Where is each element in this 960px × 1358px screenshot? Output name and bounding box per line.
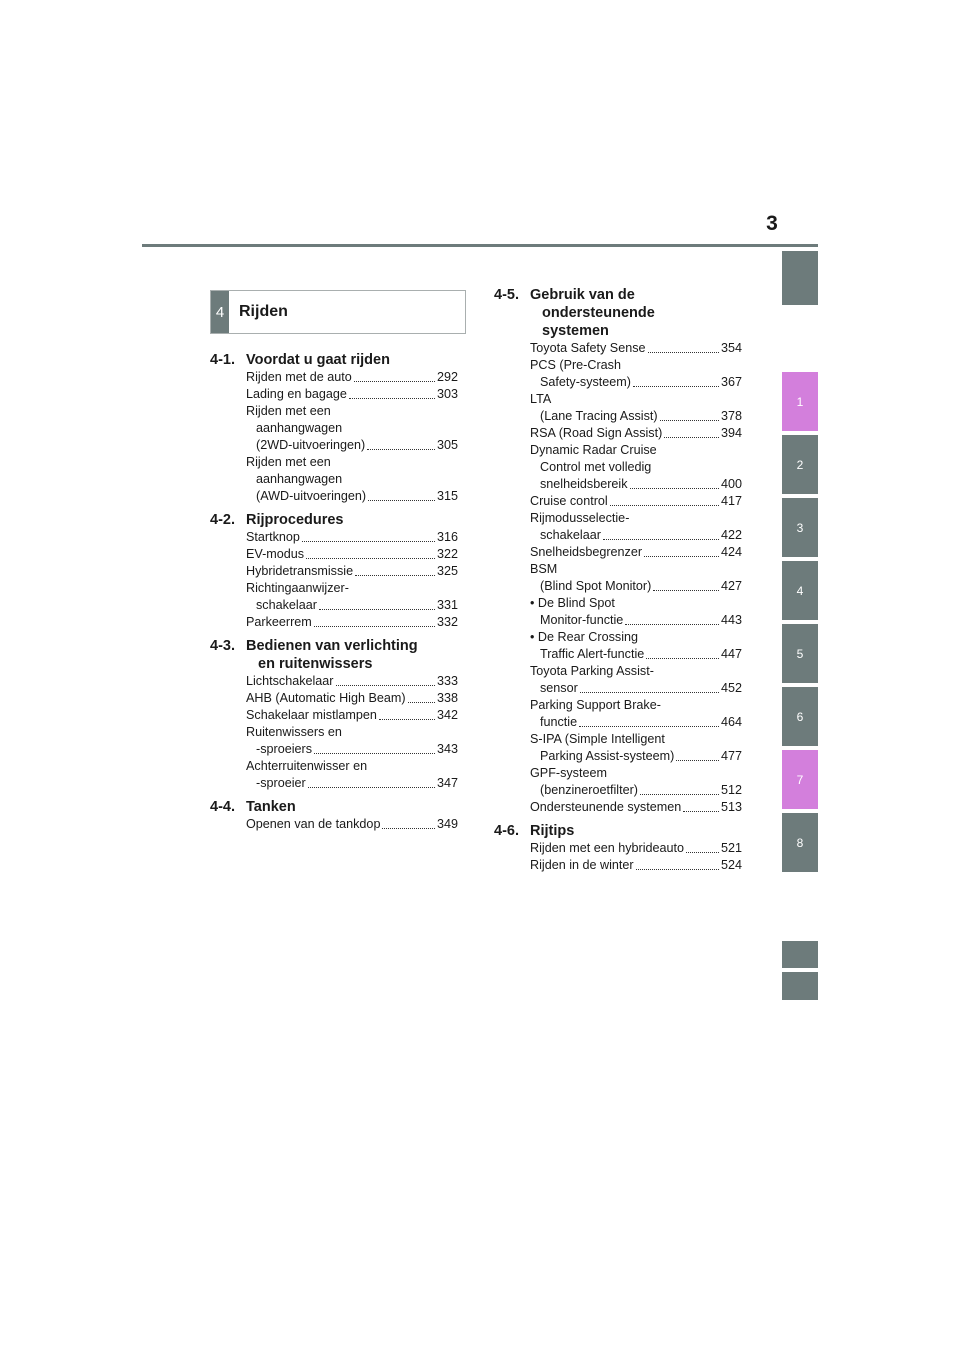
section-title: Rijden: [239, 303, 288, 320]
toc-entry[interactable]: [530, 629, 742, 663]
group-title: Voordat u gaat rijden: [246, 352, 390, 368]
group-title: Bedienen van verlichting: [246, 638, 418, 654]
group-heading[interactable]: [210, 511, 458, 529]
group-number: 4-5.: [494, 287, 519, 303]
entry-title: Lichtschakelaar: [246, 674, 334, 688]
entry-title: (benzineroetfilter): [540, 783, 638, 797]
entry-line: aanhangwagen: [256, 472, 343, 486]
leader-dots: [379, 719, 435, 720]
entry-page: 332: [436, 615, 458, 629]
leader-dots: [676, 760, 719, 761]
entry-line: Richtingaanwijzer-: [246, 581, 349, 595]
entry-page: 452: [720, 681, 742, 695]
leader-dots: [306, 558, 435, 559]
toc-entry[interactable]: [530, 340, 742, 357]
toc-entry[interactable]: [530, 510, 742, 544]
group-heading[interactable]: [494, 286, 742, 340]
toc-entry[interactable]: [246, 614, 458, 631]
leader-dots: [319, 609, 435, 610]
entry-title: Rijden met een hybrideauto: [530, 841, 685, 855]
entry-page: 305: [436, 438, 458, 452]
group-title: Tanken: [246, 799, 296, 815]
group-number: 4-2.: [210, 512, 235, 528]
entry-page: 378: [720, 409, 742, 423]
entry-title: AHB (Automatic High Beam): [246, 691, 406, 705]
side-tab-5[interactable]: 5: [782, 624, 818, 683]
leader-dots: [630, 488, 719, 489]
toc-entry[interactable]: [530, 595, 742, 629]
entry-page: 331: [436, 598, 458, 612]
entry-line: BSM: [530, 562, 558, 576]
leader-dots: [368, 500, 435, 501]
entry-title: Parking Assist-systeem): [540, 749, 675, 763]
toc-group-4-2: [210, 511, 458, 631]
toc-entry[interactable]: [530, 663, 742, 697]
leader-dots: [633, 386, 719, 387]
entry-page: 417: [720, 494, 742, 508]
entry-page: 524: [720, 858, 742, 872]
group-title: systemen: [542, 323, 609, 339]
entry-line: • De Blind Spot: [530, 596, 615, 610]
leader-dots: [625, 624, 719, 625]
toc-entry[interactable]: [530, 799, 742, 816]
toc-entry[interactable]: [530, 357, 742, 391]
entry-page: 325: [436, 564, 458, 578]
entry-title: Lading en bagage: [246, 387, 347, 401]
group-heading[interactable]: [210, 351, 458, 369]
toc-entry[interactable]: [246, 724, 458, 758]
entry-page: 443: [720, 613, 742, 627]
entry-page: 521: [720, 841, 742, 855]
entry-title: sensor: [540, 681, 578, 695]
side-tab-8[interactable]: 8: [782, 813, 818, 872]
toc-entry[interactable]: [246, 529, 458, 546]
entry-page: 394: [720, 426, 742, 440]
toc-group-4-4: [210, 798, 458, 833]
entry-line: LTA: [530, 392, 552, 406]
toc-entry[interactable]: [246, 546, 458, 563]
entry-line: aanhangwagen: [256, 421, 343, 435]
entry-page: 322: [436, 547, 458, 561]
entry-title: EV-modus: [246, 547, 305, 561]
leader-dots: [314, 626, 435, 627]
entry-line: PCS (Pre-Crash: [530, 358, 621, 372]
group-heading[interactable]: [210, 798, 458, 816]
entry-page: 315: [436, 489, 458, 503]
entry-title: Cruise control: [530, 494, 608, 508]
entry-line: GPF-systeem: [530, 766, 607, 780]
toc-entry[interactable]: [530, 697, 742, 731]
entry-title: schakelaar: [256, 598, 317, 612]
entry-title: functie: [540, 715, 578, 729]
side-tab-6[interactable]: 6: [782, 687, 818, 746]
entry-page: 477: [720, 749, 742, 763]
toc-entry[interactable]: [246, 386, 458, 403]
entry-page: 422: [720, 528, 742, 542]
leader-dots: [367, 449, 435, 450]
toc-entry[interactable]: [530, 765, 742, 799]
toc-entry[interactable]: [530, 425, 742, 442]
entry-page: 512: [720, 783, 742, 797]
section-number: 4: [211, 291, 229, 333]
leader-dots: [349, 398, 435, 399]
section-header: [210, 290, 466, 334]
group-number: 4-1.: [210, 352, 235, 368]
entry-line: Rijden met een: [246, 455, 331, 469]
side-tab-7[interactable]: 7: [782, 750, 818, 809]
entry-page: 338: [436, 691, 458, 705]
leader-dots: [664, 437, 719, 438]
entry-title: Hybridetransmissie: [246, 564, 354, 578]
entry-title: Schakelaar mistlampen: [246, 708, 377, 722]
toc-column-left: [210, 351, 458, 839]
toc-entry[interactable]: [246, 454, 458, 505]
entry-title: snelheidsbereik: [540, 477, 628, 491]
entry-line: Toyota Parking Assist-: [530, 664, 654, 678]
side-tab-4[interactable]: 4: [782, 561, 818, 620]
entry-page: 292: [436, 370, 458, 384]
toc-entry[interactable]: [246, 758, 458, 792]
entry-page: 342: [436, 708, 458, 722]
toc-entry[interactable]: [246, 403, 458, 454]
entry-title: (2WD-uitvoeringen): [256, 438, 366, 452]
header-rule: [142, 244, 818, 247]
leader-dots: [610, 505, 719, 506]
leader-dots: [408, 702, 435, 703]
toc-entry[interactable]: [530, 544, 742, 561]
leader-dots: [354, 381, 435, 382]
toc-entry[interactable]: [530, 493, 742, 510]
entry-line: Ruitenwissers en: [246, 725, 342, 739]
leader-dots: [653, 590, 719, 591]
entry-title: Rijden in de winter: [530, 858, 634, 872]
entry-line: Rijden met een: [246, 404, 331, 418]
leader-dots: [579, 726, 719, 727]
entry-title: -sproeiers: [256, 742, 312, 756]
group-title: en ruitenwissers: [258, 656, 373, 672]
side-tab-blank-end[interactable]: [782, 972, 818, 1000]
entry-page: 316: [436, 530, 458, 544]
toc-entry[interactable]: [246, 580, 458, 614]
entry-title: Traffic Alert-functie: [540, 647, 645, 661]
toc-entry[interactable]: [246, 563, 458, 580]
entry-line: Dynamic Radar Cruise: [530, 443, 657, 457]
side-tab-3[interactable]: 3: [782, 498, 818, 557]
entry-line: S-IPA (Simple Intelligent: [530, 732, 665, 746]
leader-dots: [302, 541, 435, 542]
entry-title: Rijden met de auto: [246, 370, 352, 384]
toc-entry[interactable]: [530, 561, 742, 595]
entry-page: 424: [720, 545, 742, 559]
toc-group-4-3: [210, 637, 458, 792]
toc-entry[interactable]: [530, 731, 742, 765]
entry-title: Parkeerrem: [246, 615, 312, 629]
side-tab-blank-index[interactable]: [782, 941, 818, 968]
leader-dots: [308, 787, 435, 788]
toc-entry[interactable]: [530, 442, 742, 493]
entry-page: 343: [436, 742, 458, 756]
toc-entry[interactable]: [246, 369, 458, 386]
entry-title: Safety-systeem): [540, 375, 631, 389]
leader-dots: [646, 658, 719, 659]
entry-page: 367: [720, 375, 742, 389]
leader-dots: [648, 352, 719, 353]
toc-group-4-5: [494, 286, 742, 816]
entry-title: RSA (Road Sign Assist): [530, 426, 663, 440]
entry-page: 333: [436, 674, 458, 688]
toc-entry[interactable]: [530, 391, 742, 425]
entry-title: (AWD-uitvoeringen): [256, 489, 367, 503]
leader-dots: [314, 753, 435, 754]
leader-dots: [640, 794, 719, 795]
entry-page: 354: [720, 341, 742, 355]
entry-line: Achterruitenwisser en: [246, 759, 368, 773]
toc-entry[interactable]: [530, 840, 742, 857]
entry-line: Rijmodusselectie-: [530, 511, 630, 525]
leader-dots: [603, 539, 719, 540]
entry-page: 349: [436, 817, 458, 831]
side-tab-1[interactable]: 1: [782, 372, 818, 431]
entry-page: 464: [720, 715, 742, 729]
group-heading[interactable]: [494, 822, 742, 840]
leader-dots: [660, 420, 719, 421]
group-heading[interactable]: [210, 637, 458, 673]
entry-line: • De Rear Crossing: [530, 630, 638, 644]
side-tab-blank-top[interactable]: [782, 251, 818, 305]
toc-entry[interactable]: [246, 707, 458, 724]
leader-dots: [355, 575, 435, 576]
leader-dots: [636, 869, 719, 870]
entry-title: Snelheidsbegrenzer: [530, 545, 643, 559]
toc-column-right: [494, 286, 742, 880]
entry-line: Control met volledig: [540, 460, 652, 474]
group-title: ondersteunende: [542, 305, 655, 321]
leader-dots: [336, 685, 435, 686]
group-number: 4-3.: [210, 638, 235, 654]
toc-entry[interactable]: [246, 673, 458, 690]
page-number: 3: [766, 212, 778, 235]
side-tab-2[interactable]: 2: [782, 435, 818, 494]
group-number: 4-6.: [494, 823, 519, 839]
leader-dots: [686, 852, 719, 853]
entry-title: schakelaar: [540, 528, 601, 542]
leader-dots: [580, 692, 719, 693]
toc-entry[interactable]: [246, 690, 458, 707]
group-title: Gebruik van de: [530, 287, 635, 303]
entry-title: Ondersteunende systemen: [530, 800, 682, 814]
leader-dots: [683, 811, 719, 812]
entry-title: Startknop: [246, 530, 300, 544]
toc-group-4-1: [210, 351, 458, 505]
entry-page: 427: [720, 579, 742, 593]
entry-title: (Lane Tracing Assist): [540, 409, 658, 423]
entry-page: 400: [720, 477, 742, 491]
entry-title: -sproeier: [256, 776, 306, 790]
entry-page: 347: [436, 776, 458, 790]
toc-entry[interactable]: [246, 816, 458, 833]
group-title: Rijprocedures: [246, 512, 344, 528]
group-number: 4-4.: [210, 799, 235, 815]
entry-page: 303: [436, 387, 458, 401]
entry-title: Toyota Safety Sense: [530, 341, 646, 355]
leader-dots: [644, 556, 719, 557]
leader-dots: [382, 828, 435, 829]
entry-page: 447: [720, 647, 742, 661]
group-title: Rijtips: [530, 823, 575, 839]
entry-title: Monitor-functie: [540, 613, 624, 627]
toc-group-4-6: [494, 822, 742, 874]
entry-line: Parking Support Brake-: [530, 698, 661, 712]
entry-title: Openen van de tankdop: [246, 817, 381, 831]
entry-title: (Blind Spot Monitor): [540, 579, 652, 593]
toc-entry[interactable]: [530, 857, 742, 874]
entry-page: 513: [720, 800, 742, 814]
